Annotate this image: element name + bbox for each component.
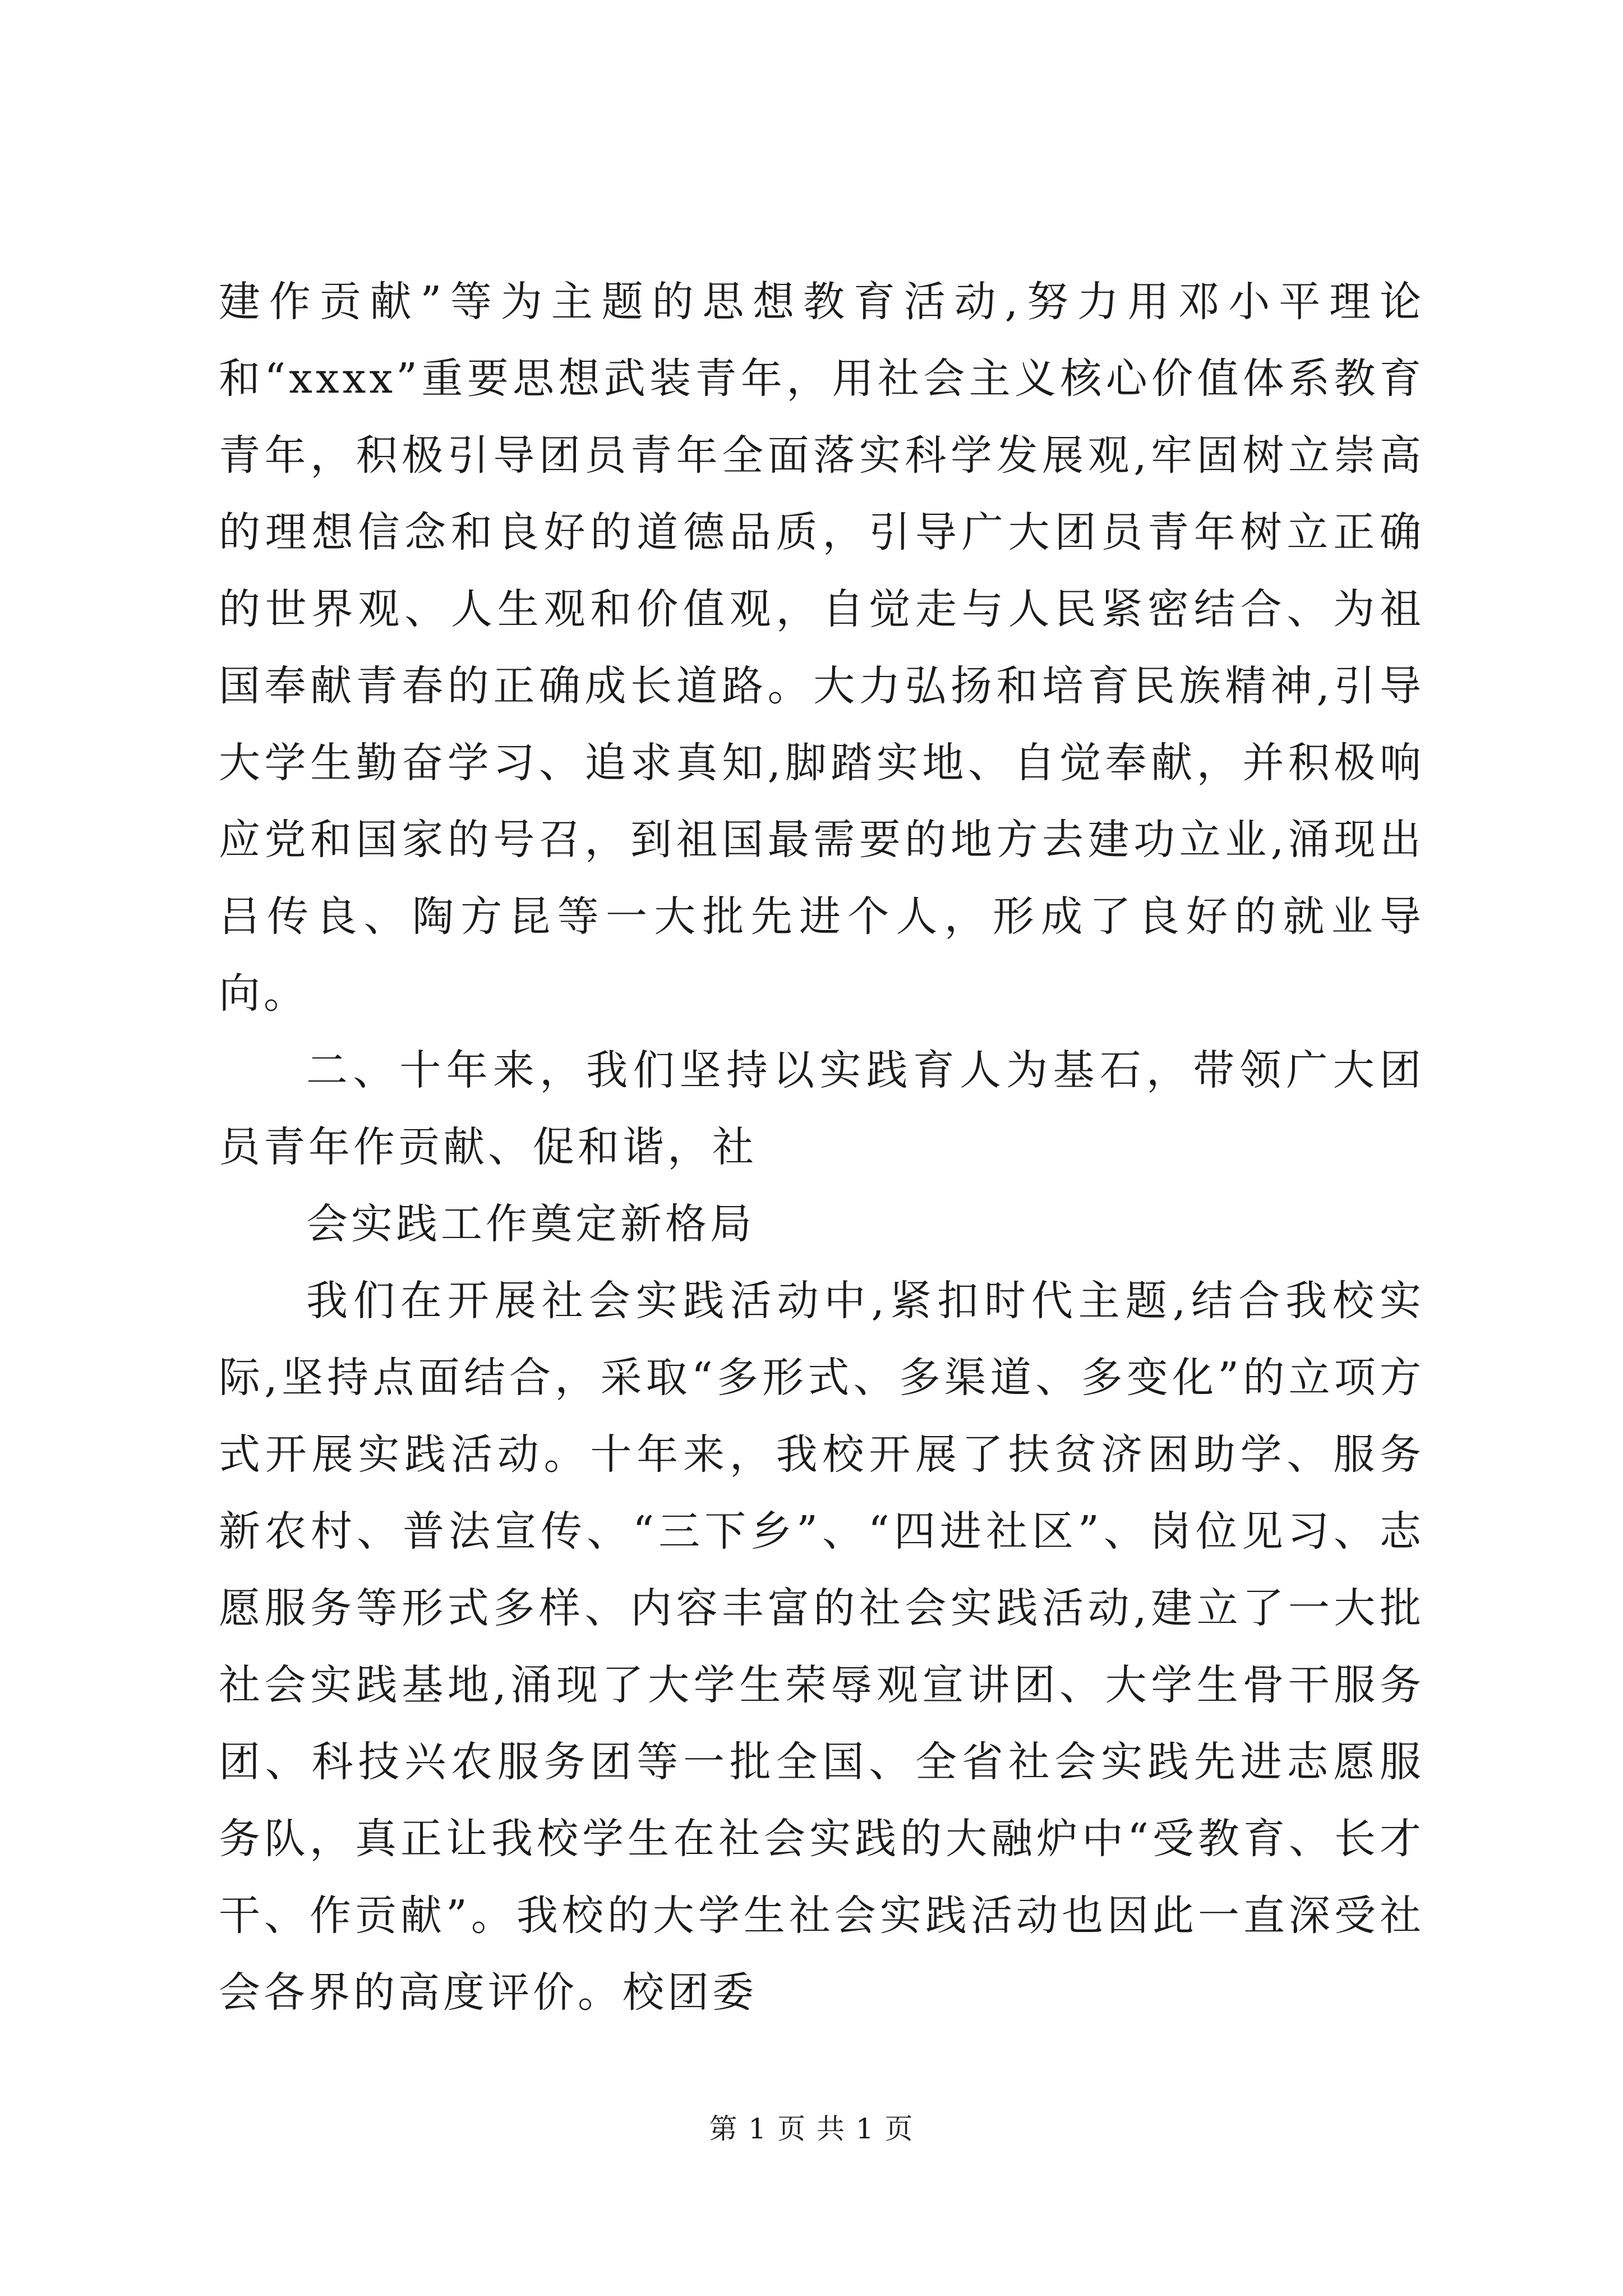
page-footer: 第 1 页 共 1 页 xyxy=(709,2113,914,2145)
section-heading-two-continued: 会实践工作奠定新格局 xyxy=(306,1200,755,1248)
paragraph-social-practice: 我们在开展社会实践活动中,紧扣时代主题,结合我校实际,坚持点面结合，采取“多形式、多渠道、多变化”的立项方式开展实践活动。十年来，我校开展了扶贫济困助学、服务新农村、普法宣传、“三下乡”、“四进社区”、岗位见习、志愿服务等形式多样、内容丰富的社会实践活动,建立了一大批社会实践基地,涌现了大学生荣辱观宣讲团、大学生骨干服务团、科技兴农服务团等一批全国、全省社会实践先进志愿服务队，真正让我校学生在社会实践的大融炉中“受教育、长才干、作贡献”。我校的大学生社会实践活动也因此一直深受社会各界的高度评价。校团委 xyxy=(219,1277,1424,2017)
section-heading-two: 二、十年来，我们坚持以实践育人为基石，带领广大团员青年作贡献、促和谐，社 xyxy=(219,1046,1424,1171)
paragraph-continuation: 建作贡献”等为主题的思想教育活动,努力用邓小平理论和“xxxx”重要思想武装青年，用社会主义核心价值体系教育青年，积极引导团员青年全面落实科学发展观,牢固树立崇高的理想信念和良好的道德品质，引导广大团员青年树立正确的世界观、人生观和价值观，自觉走与人民紧密结合、为祖国奉献青春的正确成长道路。大力弘扬和培育民族精神,引导大学生勤奋学习、追求真知,脚踏实地、自觉奉献，并积极响应党和国家的号召，到祖国最需要的地方去建功立业,涌现出吕传良、陶方昆等一大批先进个人，形成了良好的就业导向。 xyxy=(219,278,1424,1018)
document-body xyxy=(219,264,1424,2031)
